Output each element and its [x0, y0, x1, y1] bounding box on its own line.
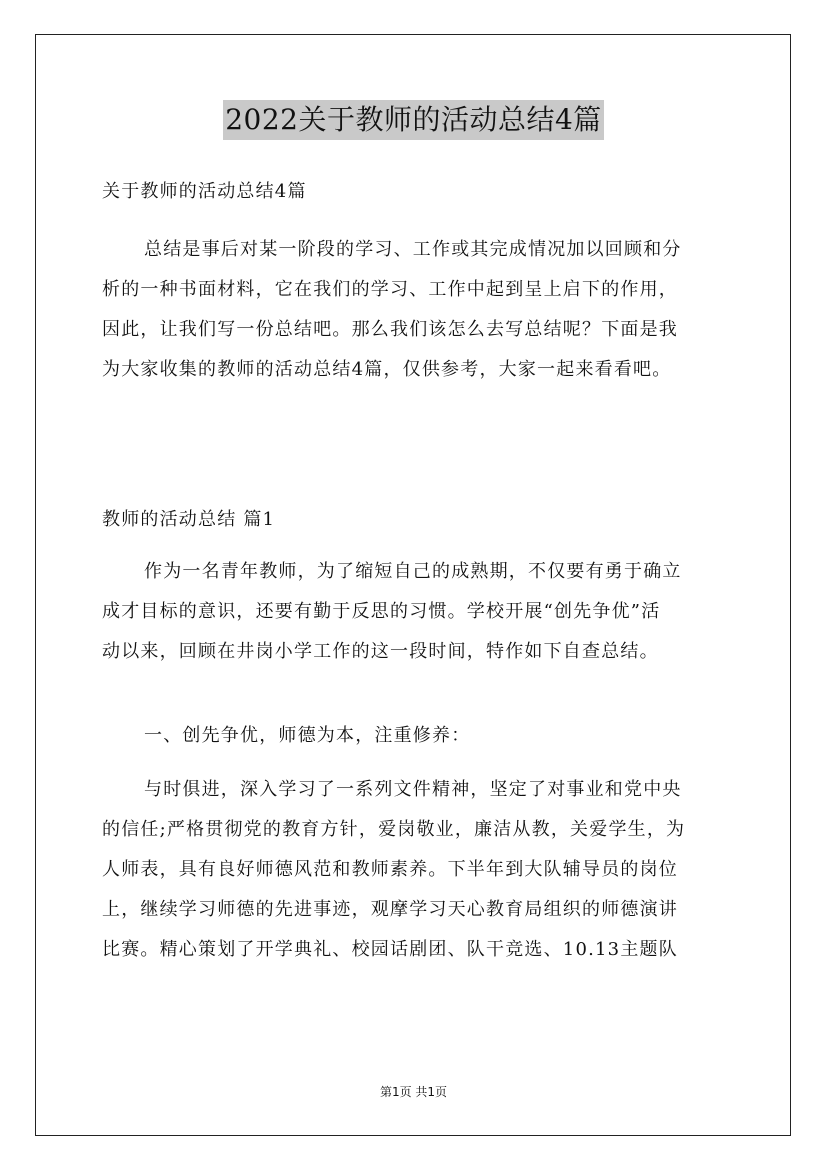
document-subtitle-block — [102, 172, 726, 212]
paragraph-1 — [102, 552, 726, 672]
section-heading: 教师的活动总结 篇1 — [102, 509, 276, 530]
point-1-heading: 一、创先争优，师德为本，注重修养： — [144, 725, 471, 746]
point-1-block — [102, 716, 726, 756]
page-footer: 第1页 共1页 — [379, 1085, 448, 1099]
title-container — [0, 100, 827, 140]
paragraph-line: 上，继续学习师德的先进事迹，观摩学习天心教育局组织的师德演讲 — [102, 899, 678, 920]
paragraph-line: 的信任;严格贯彻党的教育方针，爱岗敬业，廉洁从教，关爱学生，为 — [102, 819, 686, 840]
paragraph-line: 作为一名青年教师，为了缩短自己的成熟期，不仅要有勇于确立 — [144, 561, 682, 582]
paragraph-line: 比赛。精心策划了开学典礼、校园话剧团、队干竞选、10.13主题队 — [102, 939, 678, 960]
intro-line: 为大家收集的教师的活动总结4篇，仅供参考，大家一起来看看吧。 — [102, 359, 672, 380]
intro-paragraph — [102, 230, 726, 390]
intro-line: 因此，让我们写一份总结吧。那么我们该怎么去写总结呢？下面是我 — [102, 319, 678, 340]
paragraph-2 — [102, 770, 726, 970]
paragraph-line: 人师表，具有良好师德风范和教师素养。下半年到大队辅导员的岗位 — [102, 859, 678, 880]
document-title: 2022关于教师的活动总结4篇 — [223, 100, 604, 140]
section-heading-block — [102, 500, 726, 540]
paragraph-line: 与时俱进，深入学习了一系列文件精神，坚定了对事业和党中央 — [144, 779, 682, 800]
document-subtitle: 关于教师的活动总结4篇 — [102, 181, 307, 202]
intro-line: 析的一种书面材料，它在我们的学习、工作中起到呈上启下的作用， — [102, 279, 678, 300]
paragraph-line: 动以来，回顾在井岗小学工作的这一段时间，特作如下自查总结。 — [102, 641, 659, 662]
intro-line: 总结是事后对某一阶段的学习、工作或其完成情况加以回顾和分 — [144, 239, 682, 260]
paragraph-line: 成才目标的意识，还要有勤于反思的习惯。学校开展“创先争优”活 — [102, 601, 661, 622]
